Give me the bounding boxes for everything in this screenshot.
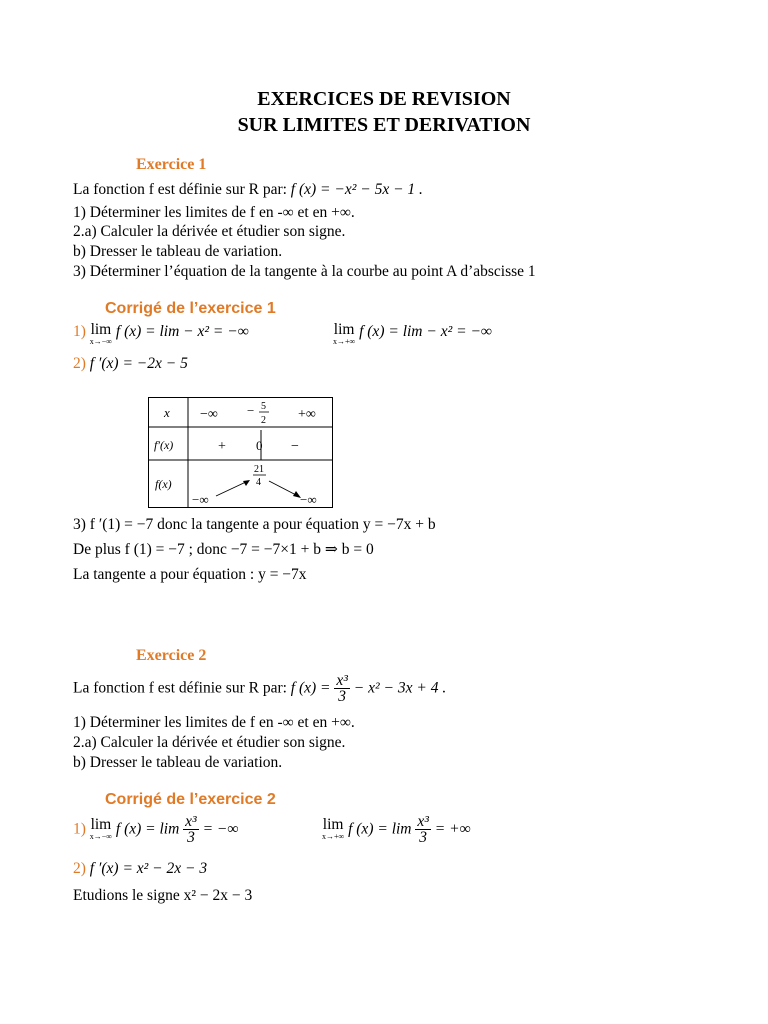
exercise1-formula: f (x) = −x² − 5x − 1 . — [290, 181, 423, 198]
correction1-number-1: 1) — [73, 323, 86, 340]
exercise1-q1: 1) Déterminer les limites de f en -∞ et en +∞. — [73, 204, 355, 221]
exercise2-q1: 1) Déterminer les limites de f en -∞ et en +∞. — [73, 714, 355, 731]
page-title-line1: EXERCICES DE REVISION — [257, 88, 511, 110]
correction1-q3-line1: 3) f ′(1) = −7 donc la tangente a pour équation y = −7x + b — [73, 516, 436, 533]
limit-symbol: lim x→−∞ — [89, 816, 113, 841]
table-x-minus-infinity: −∞ — [200, 407, 218, 422]
correction2-fraction-plus: $\frac{\text{x³}}{3}$ — [417, 813, 429, 846]
correction1-q3-line3: La tangente a pour équation : y = −7x — [73, 566, 307, 583]
correction1-limits-plus — [333, 323, 492, 346]
correction2-number-1: 1) — [73, 820, 86, 838]
correction2-limit-minus-post: = −∞ — [202, 820, 239, 838]
table-sign-minus: − — [291, 439, 299, 454]
exercise2-f-lhs: f (x) = — [290, 679, 331, 697]
correction1-derivative — [73, 355, 188, 373]
correction1-heading: Corrigé de l’exercice 1 — [105, 300, 276, 317]
exercise2-q2b: b) Dresser le tableau de variation. — [73, 754, 283, 771]
correction2-heading: Corrigé de l’exercice 2 — [105, 791, 276, 808]
exercise1-q2a: 2.a) Calculer la dérivée et étudier son signe. — [73, 223, 346, 240]
table-label-x: x — [164, 405, 170, 420]
exercise2-heading: Exercice 2 — [136, 647, 207, 664]
table-x-plus-infinity: +∞ — [298, 407, 316, 422]
correction2-derivative — [73, 860, 207, 878]
correction1-limit-plus: f (x) = lim − x² = −∞ — [359, 323, 492, 340]
correction2-fraction-minus: $\frac{\text{x³}}{3}$ — [185, 813, 197, 846]
correction1-number-2: 2) — [73, 355, 86, 372]
exercise2-statement — [73, 673, 446, 704]
exercise1-statement — [73, 181, 423, 199]
correction1-derivative-formula: f ′(x) = −2x − 5 — [89, 355, 188, 372]
exercise2-statement-prefix: La fonction f est définie sur R par: — [73, 679, 287, 697]
table-x-critical-den: 2 — [261, 415, 266, 426]
exercise1-heading: Exercice 1 — [136, 156, 207, 173]
correction2-limit-plus-pre: f (x) = lim — [348, 820, 412, 838]
table-f-minus-infinity: −∞ — [192, 492, 209, 507]
exercise2-q2a: 2.a) Calculer la dérivée et étudier son signe. — [73, 734, 346, 751]
table-max-den: 4 — [256, 477, 261, 488]
table-x-critical-sign: − — [247, 403, 255, 418]
correction2-sign-study: Etudions le signe x² − 2x − 3 — [73, 887, 253, 904]
table-label-fprime: f′(x) — [154, 438, 174, 452]
table-sign-plus: + — [218, 439, 226, 454]
correction1-limits — [73, 323, 249, 346]
page-title-line2: SUR LIMITES ET DERIVATION — [237, 114, 531, 136]
correction1-limit-minus: f (x) = lim − x² = −∞ — [115, 323, 249, 340]
correction1-q3-line2: De plus f (1) = −7 ; donc −7 = −7×1 + b ⇒ b = 0 — [73, 541, 374, 558]
table-label-f: f(x) — [155, 477, 172, 491]
variation-table — [148, 397, 334, 509]
exercise1-q2b: b) Dresser le tableau de variation. — [73, 243, 283, 260]
table-max-num: 21 — [254, 464, 264, 475]
table-sign-zero: 0 — [256, 438, 263, 453]
correction2-limit-plus-post: = +∞ — [434, 820, 471, 838]
exercise1-q3: 3) Déterminer l’équation de la tangente à la courbe au point A d’abscisse 1 — [73, 263, 536, 280]
table-f-minus-infinity-right: −∞ — [300, 492, 317, 507]
correction2-limit-minus-pre: f (x) = lim — [115, 820, 180, 838]
correction2-limits — [73, 814, 238, 845]
limit-symbol: lim x→+∞ — [322, 816, 345, 841]
limit-symbol: lim x→−∞ — [89, 321, 113, 346]
exercise1-statement-prefix: La fonction f est définie sur R par: — [73, 181, 287, 198]
limit-symbol: lim x→+∞ — [333, 321, 356, 346]
correction2-number-2: 2) — [73, 860, 86, 877]
correction2-derivative-formula: f ′(x) = x² − 2x − 3 — [89, 860, 208, 877]
exercise2-f-rest: − x² − 3x + 4 . — [353, 679, 447, 697]
correction2-limits-plus — [322, 814, 471, 845]
table-x-critical-num: 5 — [261, 401, 266, 412]
exercise2-fraction: $\frac{\text{x³}}{3}$ — [336, 672, 348, 705]
